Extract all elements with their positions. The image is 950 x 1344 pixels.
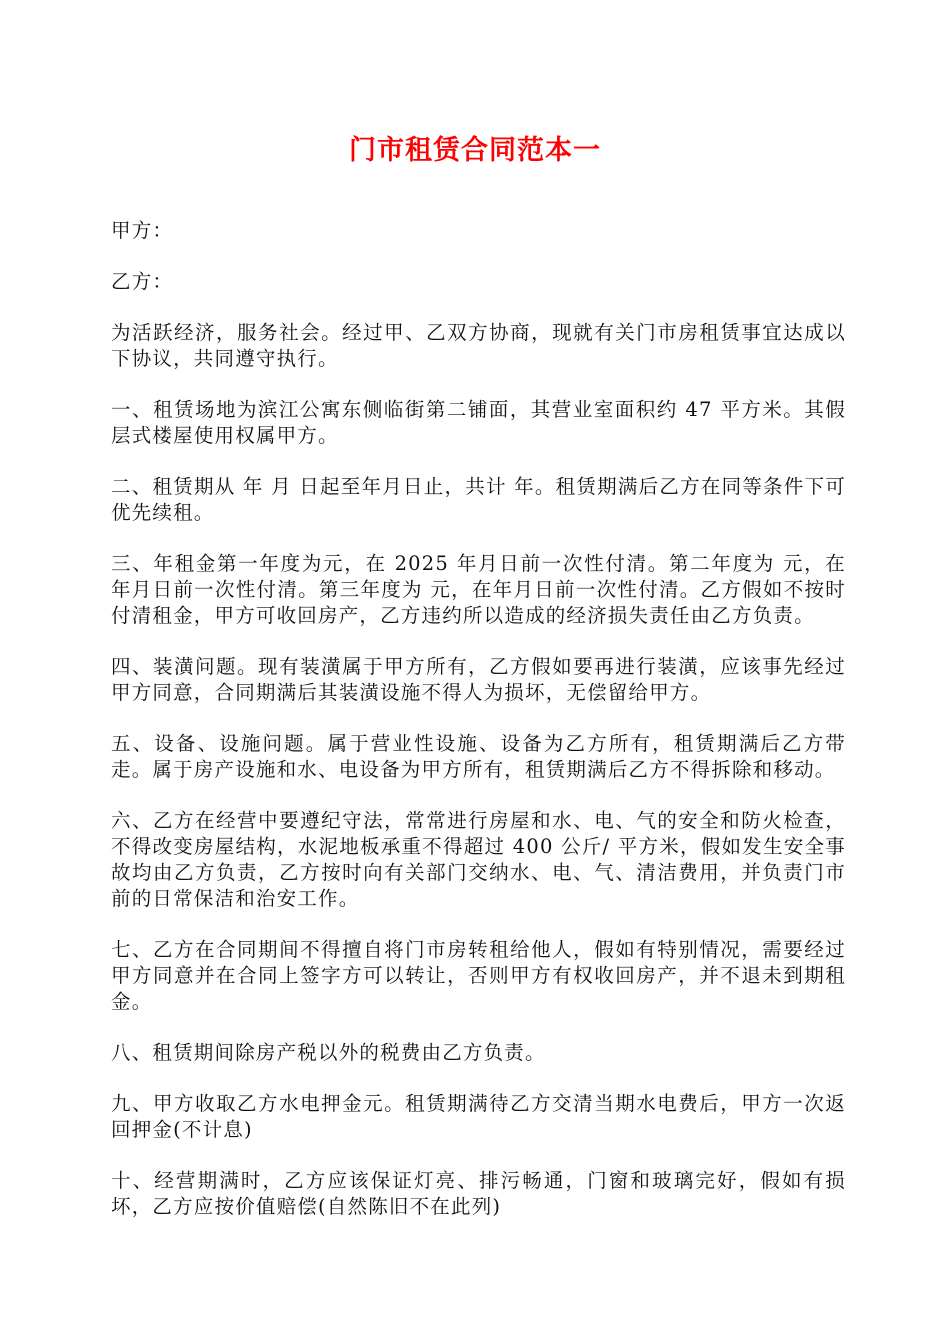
party-a-line: 甲方：	[111, 219, 174, 242]
clause-4: 四、装潢问题。现有装潢属于甲方所有，乙方假如要再进行装潢，应该事先经过甲方同意，合同期满后其装潢设施不得人为损坏，无偿留给甲方。	[111, 655, 846, 704]
preamble-paragraph: 为活跃经济，服务社会。经过甲、乙双方协商，现就有关门市房租赁事宜达成以下协议，共同遵守执行。	[111, 321, 846, 370]
clause-6: 六、乙方在经营中要遵纪守法，常常进行房屋和水、电、气的安全和防火检查，不得改变房屋结构，水泥地板承重不得超过 400 公斤/ 平方米，假如发生安全事故均由乙方负责，乙方按时向有关部门交纳水、电、气、清洁费用，并负责门市前的日常保洁和治安工作。	[111, 809, 846, 910]
clause-10: 十、经营期满时，乙方应该保证灯亮、排污畅通，门窗和玻璃完好，假如有损坏，乙方应按价值赔偿(自然陈旧不在此列)	[111, 1169, 846, 1218]
clause-2: 二、租赁期从 年 月 日起至年月日止，共计 年。租赁期满后乙方在同等条件下可优先续租。	[111, 475, 846, 524]
clause-7: 七、乙方在合同期间不得擅自将门市房转租给他人，假如有特别情况，需要经过甲方同意并在合同上签字方可以转让，否则甲方有权收回房产，并不退未到期租金。	[111, 938, 846, 1013]
clause-8: 八、租赁期间除房产税以外的税费由乙方负责。	[111, 1041, 546, 1064]
clause-1: 一、租赁场地为滨江公寓东侧临街第二铺面，其营业室面积约 47 平方米。其假层式楼屋使用权属甲方。	[111, 398, 846, 447]
party-b-line: 乙方：	[111, 270, 174, 293]
document-title: 门市租赁合同范本一	[349, 135, 601, 166]
clause-3: 三、年租金第一年度为元，在 2025 年月日前一次性付清。第二年度为 元，在年月日前一次性付清。第三年度为 元，在年月日前一次性付清。乙方假如不按时付清租金，甲方可收回房产，乙方违约所以造成的经济损失责任由乙方负责。	[111, 552, 846, 627]
clause-9: 九、甲方收取乙方水电押金元。租赁期满待乙方交清当期水电费后，甲方一次返回押金(不计息)	[111, 1092, 846, 1141]
clause-5: 五、设备、设施问题。属于营业性设施、设备为乙方所有，租赁期满后乙方带走。属于房产设施和水、电设备为甲方所有，租赁期满后乙方不得拆除和移动。	[111, 732, 846, 781]
document-body	[111, 218, 846, 1245]
